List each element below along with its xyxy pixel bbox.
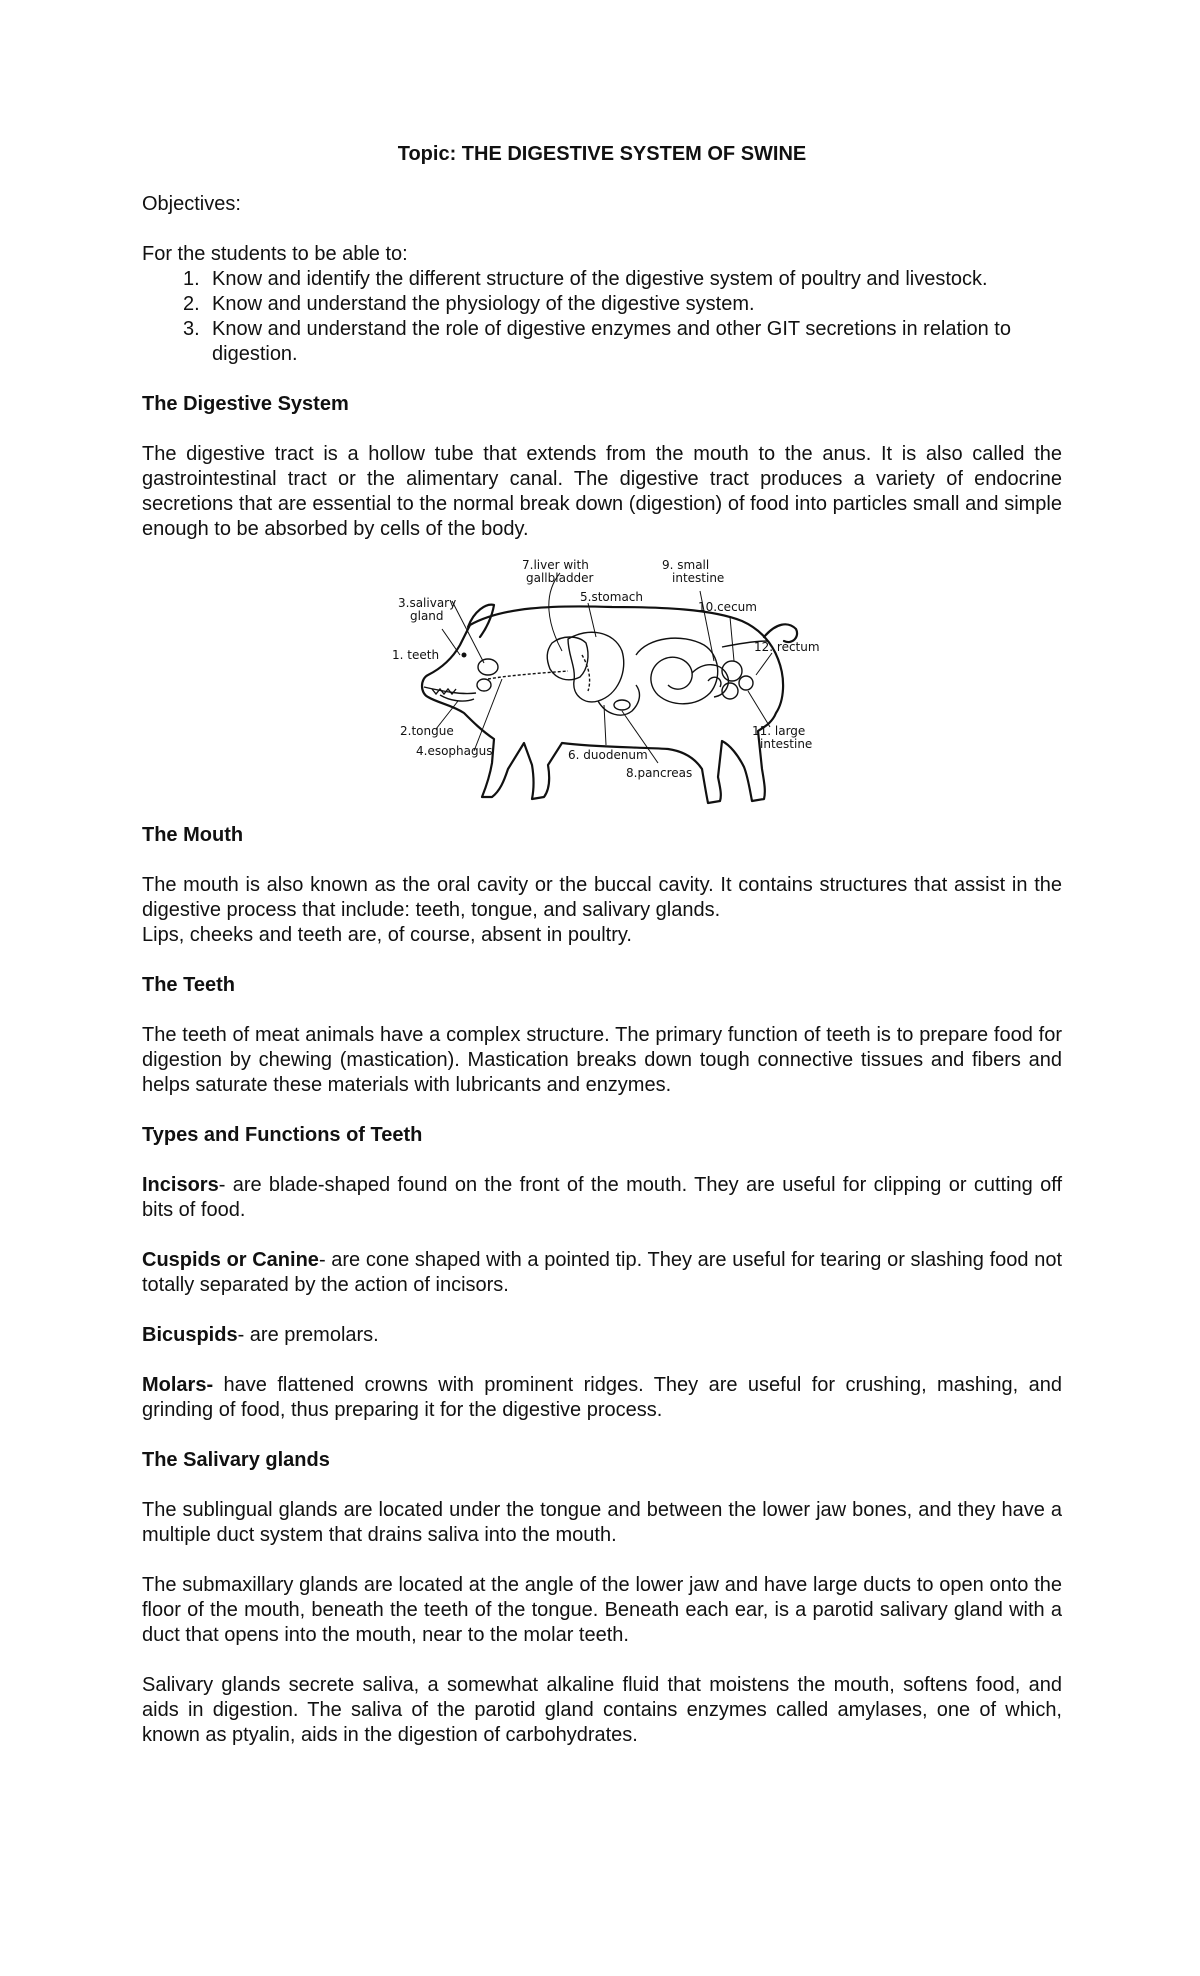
diagram-label-teeth: 1. teeth — [392, 648, 440, 662]
cuspids-term: Cuspids or Canine — [142, 1249, 319, 1271]
diagram-label-salivary: 3.salivary — [398, 596, 457, 610]
mouth-paragraph-2: Lips, cheeks and teeth are, of course, absent in poultry. — [142, 924, 632, 946]
incisors-term: Incisors — [142, 1174, 219, 1196]
diagram-label-liver: 7.liver with — [522, 558, 589, 572]
pancreas-shape — [614, 700, 630, 710]
diagram-label-small-intestine: 9. small — [662, 558, 710, 572]
diagram-label-tongue: 2.tongue — [400, 724, 454, 738]
leader-line — [442, 629, 460, 655]
objective-item: Know and identify the different structure of the digestive system of poultry and livestock. — [212, 268, 988, 290]
salivary-gland-shape — [477, 679, 491, 691]
molars-term: Molars- — [142, 1374, 214, 1396]
bicuspids-term: Bicuspids — [142, 1324, 238, 1346]
diagram-label-large-intestine: intestine — [760, 737, 813, 751]
diagram-label-cecum: 10.cecum — [698, 600, 757, 614]
cuspids-description: - are cone shaped with a pointed tip. They are useful for tearing or slashing food not totally separated by the action of incisors. — [142, 1249, 1062, 1296]
diagram-label-salivary: gland — [410, 609, 444, 623]
objectives-intro: For the students to be able to: — [142, 243, 408, 265]
section-heading-digestive-system: The Digestive System — [142, 393, 349, 415]
diagram-label-liver: gallbladder — [526, 571, 594, 585]
incisors-paragraph — [142, 1173, 1062, 1223]
bicuspids-paragraph — [142, 1323, 1062, 1348]
section-heading-salivary-glands: The Salivary glands — [142, 1449, 330, 1471]
objective-item: Know and understand the role of digestive enzymes and other GIT secretions in relation to digestion. — [212, 318, 1011, 365]
leader-line — [748, 691, 770, 727]
objective-item: Know and understand the physiology of the digestive system. — [212, 293, 755, 315]
salivary-paragraph-2: The submaxillary glands are located at the angle of the lower jaw and have large ducts to open onto the floor of the mouth, beneath the teeth of the tongue. Beneath each ear, is a parotid salivary gland with a duct that opens into the mouth, near to the molar teeth. — [142, 1574, 1062, 1646]
diagram-label-large-intestine: 11. large — [752, 724, 806, 738]
page-title: Topic: THE DIGESTIVE SYSTEM OF SWINE — [397, 143, 807, 165]
salivary-gland-shape — [478, 659, 498, 675]
salivary-paragraph-1: The sublingual glands are located under the tongue and between the lower jaw bones, and they have a multiple duct system that drains saliva into the mouth. — [142, 1499, 1062, 1546]
bicuspids-description: - are premolars. — [237, 1324, 379, 1346]
stomach-shape — [568, 632, 624, 702]
section-heading-mouth: The Mouth — [142, 824, 244, 846]
small-intestine-loop — [739, 676, 753, 690]
leader-line — [730, 617, 734, 661]
leader-line — [604, 705, 606, 745]
teeth-paragraph: The teeth of meat animals have a complex structure. The primary function of teeth is to prepare food for digestion by chewing (mastication). Mastication breaks down tough connective tissues and fibers and helps saturate these materials with lubricants and enzymes. — [142, 1024, 1062, 1096]
diagram-label-pancreas: 8.pancreas — [626, 766, 693, 780]
leader-line — [756, 653, 772, 675]
section-heading-teeth: The Teeth — [142, 974, 235, 996]
pig-eye — [462, 653, 467, 658]
swine-digestive-diagram — [392, 555, 820, 817]
diagram-label-esophagus: 4.esophagus — [416, 744, 493, 758]
diagram-label-stomach: 5.stomach — [580, 590, 643, 604]
mouth-paragraph: The mouth is also known as the oral cavity or the buccal cavity. It contains structures that assist in the digestive process that include: teeth, tongue, and salivary glands. — [142, 874, 1062, 921]
section-heading-types-of-teeth: Types and Functions of Teeth — [142, 1124, 423, 1146]
diagram-label-duodenum: 6. duodenum — [568, 748, 648, 762]
digestive-system-paragraph: The digestive tract is a hollow tube that extends from the mouth to the anus. It is also called the gastrointestinal tract or the alimentary canal. The digestive tract produces a variety of endocrine secretions that are essential to the normal break down (digestion) of food into particles small and simple enough to be absorbed by cells of the body. — [142, 443, 1062, 540]
salivary-paragraph-3: Salivary glands secrete saliva, a somewhat alkaline fluid that moistens the mouth, softens food, and aids in digestion. The saliva of the parotid gland contains enzymes called amylases, one of which, known as ptyalin, aids in the digestion of carbohydrates. — [142, 1674, 1062, 1746]
incisors-description: - are blade-shaped found on the front of the mouth. They are useful for clipping or cutting off bits of food. — [142, 1174, 1062, 1221]
tongue-shape — [440, 695, 474, 701]
molars-paragraph — [142, 1373, 1062, 1423]
diagram-label-small-intestine: intestine — [672, 571, 725, 585]
objectives-list — [142, 267, 1062, 367]
diagram-label-rectum: 12. rectum — [754, 640, 820, 654]
molars-description: have flattened crowns with prominent ridges. They are useful for crushing, mashing, and grinding of food, thus preparing it for the digestive process. — [142, 1374, 1062, 1421]
cuspids-paragraph — [142, 1248, 1062, 1298]
objectives-heading: Objectives: — [142, 193, 241, 215]
document-body — [142, 142, 1062, 1748]
large-intestine-shape — [636, 638, 718, 704]
pig-body-outline — [422, 606, 783, 803]
